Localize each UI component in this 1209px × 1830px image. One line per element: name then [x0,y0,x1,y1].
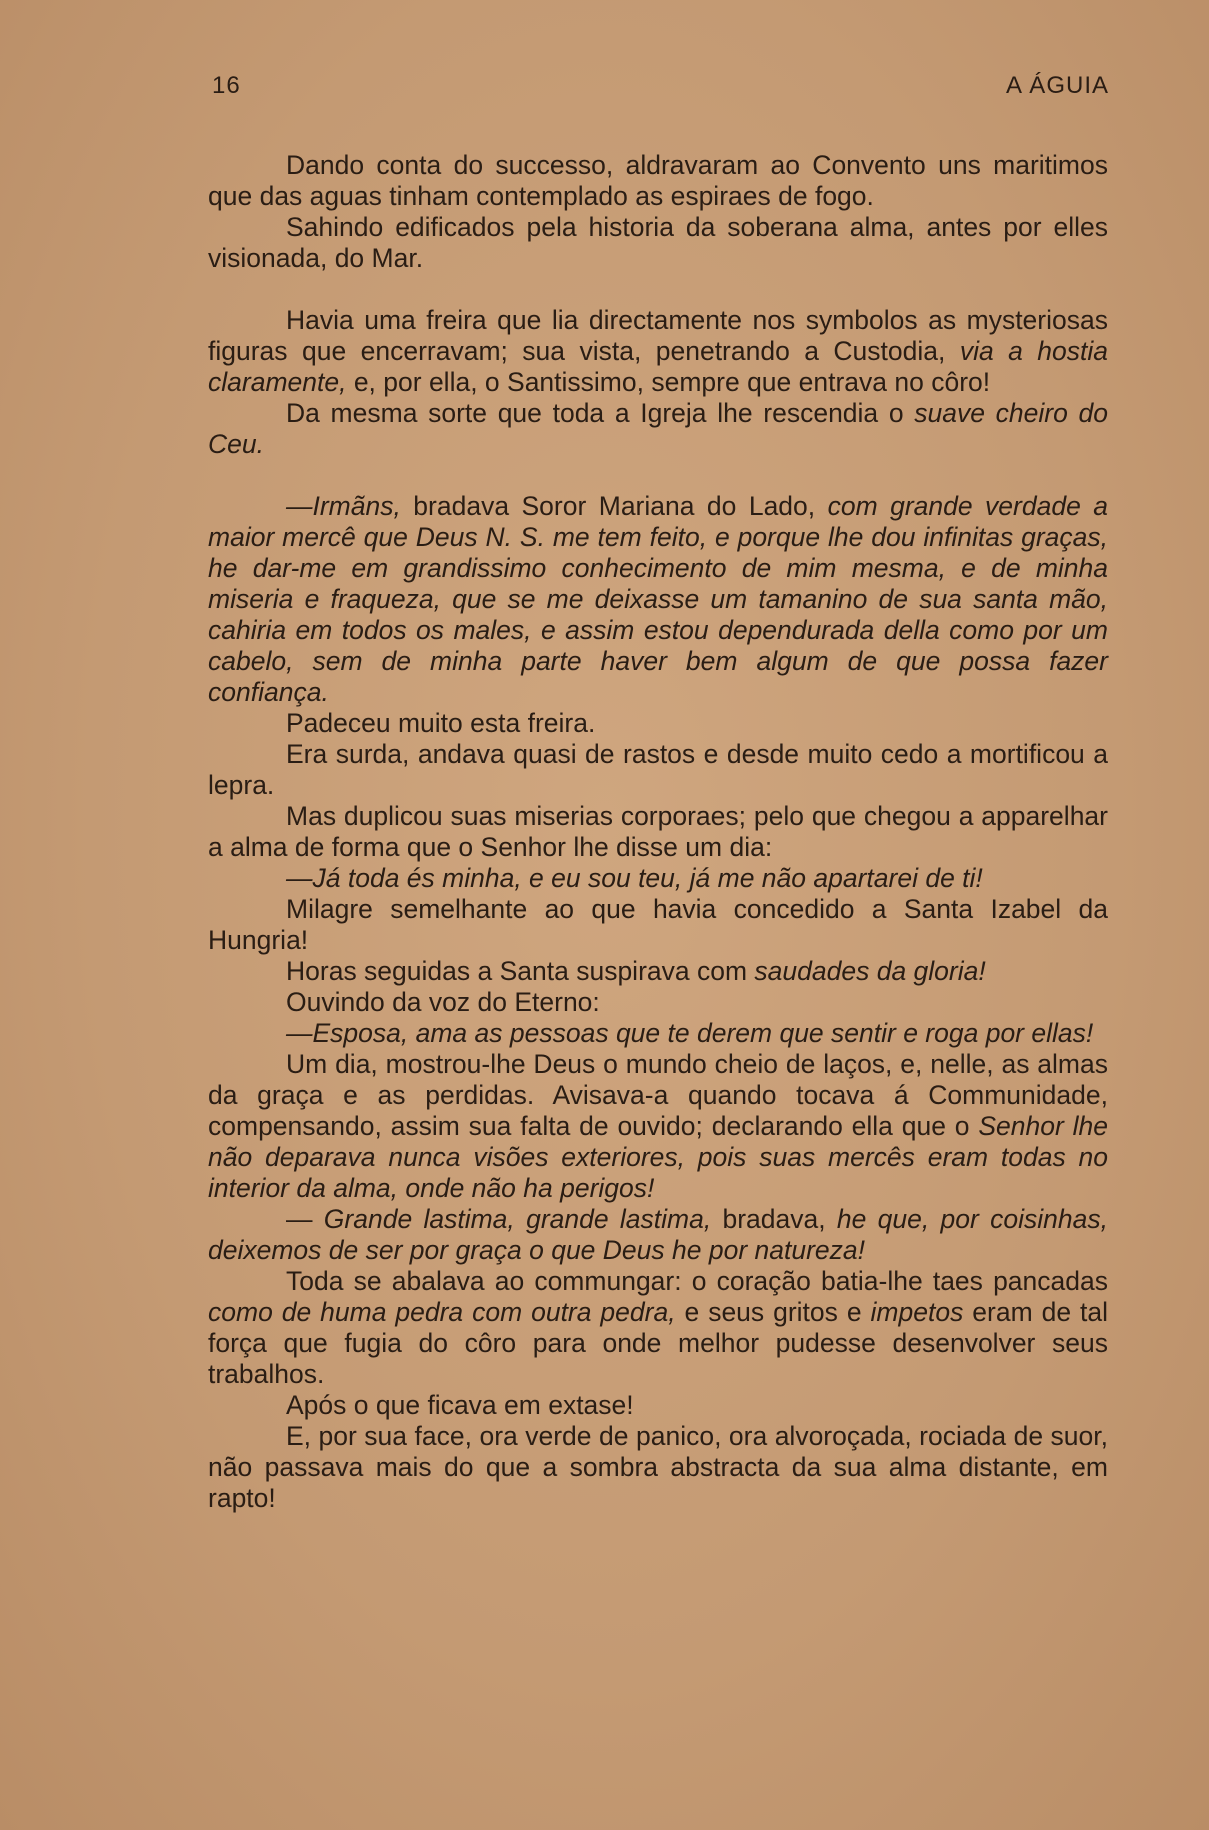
paragraph [208,1204,1108,1266]
paragraph [208,739,1108,801]
text-run: Horas seguidas a Santa suspirava com [286,956,755,986]
text-run: eram de tal força que fugia do côro para onde melhor pudesse desenvolver seus trabalhos. [208,1297,1108,1389]
paragraph [208,212,1108,274]
italic-run: com grande verdade a maior mercê que Deus N. S. me tem feito, e porque lhe dou infinitas graças, he dar-me em grandissimo conhecimento de mim mesma, e de minha miseria e fraqueza, que se me deixasse um tamanino de sua santa mão, cahiria em todos os males, e assim estou dependurada della como por um cabelo, sem de minha parte haver bem algum de que possa fazer confiança. [208,491,1108,707]
text-run: E, por sua face, ora verde de panico, ora alvoroçada, rociada de suor, não passava mais do que a sombra abstracta da sua alma distante, em rapto! [208,1421,1108,1513]
text-run: Havia uma freira que lia directamente nos symbolos as mysteriosas figuras que encerravam; sua vista, penetrando a Custodia, [208,305,1108,366]
text-run: — [286,1204,324,1234]
paragraph [208,956,1108,987]
text-run: Sahindo edificados pela historia da soberana alma, antes por elles visionada, do Mar. [208,212,1108,273]
italic-run: impetos [870,1297,964,1327]
text-run: e seus gritos e [675,1297,871,1327]
text-run: Da mesma sorte que toda a Igreja lhe rescendia o [286,398,915,428]
text-run: bradava Soror Mariana do Lado, [400,491,828,521]
text-run: e, por ella, o Santissimo, sempre que entrava no côro! [346,367,991,397]
italic-run: suave cheiro do Ceu. [208,398,1108,459]
paragraph [208,1018,1108,1049]
paragraph [208,708,1108,739]
running-header [212,72,1109,100]
paragraph [208,863,1108,894]
text-run: Toda se abalava ao commungar: o coração batia-lhe taes pancadas [286,1266,1108,1296]
paragraph [208,150,1108,212]
paragraph [208,801,1108,863]
body-text [208,150,1108,1514]
paragraph [208,1049,1108,1204]
text-run: Ouvindo da voz do Eterno: [286,987,600,1017]
text-run: Após o que ficava em extase! [286,1390,634,1420]
paragraph [208,894,1108,956]
text-run: Era surda, andava quasi de rastos e desde muito cedo a mortificou a lepra. [208,739,1108,800]
italic-run: via a hostia claramente, [208,336,1108,397]
paragraph [208,987,1108,1018]
italic-run: como de huma pedra com outra pedra, [208,1297,676,1327]
text-run: Um dia, mostrou-lhe Deus o mundo cheio de laços, e, nelle, as almas da graça e as perdidas. Avisava-a quando tocava á Communidade, compensando, assim sua falta de ouvido; declarando ella que o [208,1049,1108,1141]
text-run: Padeceu muito esta freira. [286,708,596,738]
text-run: Milagre semelhante ao que havia concedido a Santa Izabel da Hungria! [208,894,1108,955]
italic-run: —Esposa, ama as pessoas que te derem que sentir e roga por ellas! [286,1018,1094,1048]
italic-run: Senhor lhe não deparava nunca visões exteriores, pois suas mercês eram todas no interior da alma, onde não ha perigos! [208,1111,1108,1203]
paragraph [208,1421,1108,1514]
italic-run: he que, por coisinhas, deixemos de ser por graça o que Deus he por natureza! [208,1204,1108,1265]
paragraph [208,1390,1108,1421]
italic-run: saudades da gloria! [754,956,986,986]
journal-title: A ÁGUIA [1005,72,1109,99]
paragraph [208,398,1108,460]
paragraph [208,305,1108,398]
text-run: Dando conta do successo, aldravaram ao Convento uns maritimos que das aguas tinham contemplado as espiraes de fogo. [208,150,1108,211]
italic-run: —Já toda és minha, e eu sou teu, já me não apartarei de ti! [286,863,983,893]
paragraph [208,491,1108,708]
italic-run: —Irmãns, [286,491,401,521]
paragraph [208,1266,1108,1390]
page-number: 16 [212,72,241,99]
text-run: Mas duplicou suas miserias corporaes; pelo que chegou a apparelhar a alma de forma que o Senhor lhe disse um dia: [208,801,1108,862]
text-run: bradava, [711,1204,837,1234]
italic-run: Grande lastima, grande lastima, [323,1204,712,1234]
